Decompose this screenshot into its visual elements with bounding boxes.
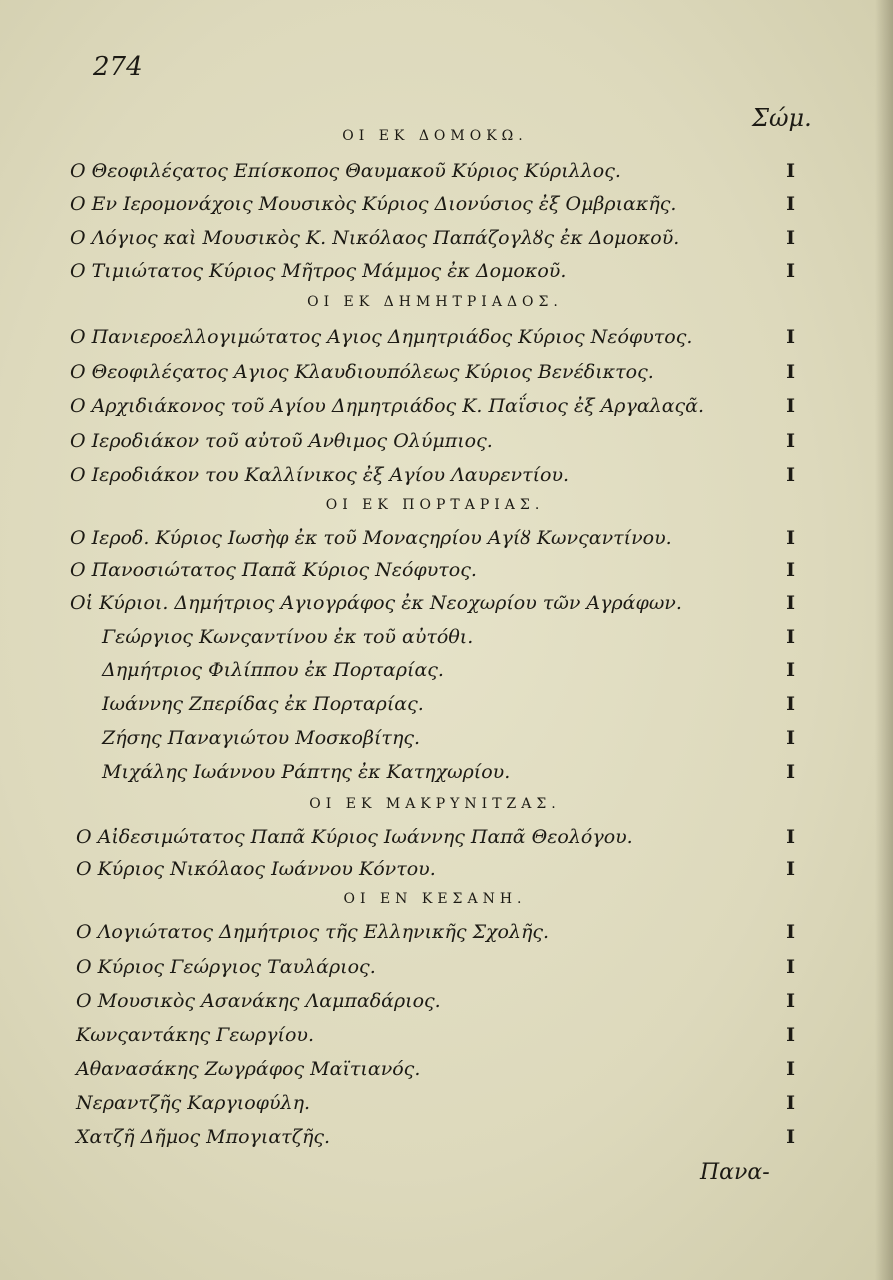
subscriber-name: Χατζῆ Δῆμος Μπογιατζῆς.: [76, 1126, 331, 1148]
copies-count: I: [786, 693, 795, 715]
subscriber-name: Ο Ιεροδ. Κύριος Ιωσὴφ ἐκ τοῦ Μοναςηρίου Αγίȣ Κωνςαντίνου.: [70, 527, 672, 549]
subscriber-row: [70, 160, 795, 190]
subscriber-name: Οἱ Κύριοι. Δημήτριος Αγιογράφος ἐκ Νεοχωρίου τῶν Αγράφων.: [70, 592, 682, 614]
copies-count: I: [786, 761, 795, 783]
subscriber-row: [70, 527, 795, 557]
subscriber-row: [70, 193, 795, 223]
subscriber-row: [70, 592, 795, 622]
subscriber-row: [70, 1024, 795, 1054]
subscriber-name: Ο Εν Ιερομονάχοις Μουσικὸς Κύριος Διονύσιος ἐξ Ομβριακῆς.: [70, 193, 677, 215]
section-heading: ΟΙ ΕΚ ΔΟΜΟΚΩ.: [342, 128, 528, 144]
subscriber-row: [70, 826, 795, 856]
copies-count: I: [786, 326, 795, 348]
section-heading: ΟΙ ΕΝ ΚΕΣΑΝΗ.: [343, 891, 527, 907]
copies-count: I: [786, 395, 795, 417]
copies-count: I: [786, 464, 795, 486]
subscriber-name: Ο Θεοφιλέςατος Επίσκοπος Θαυμακοῦ Κύριος Κύριλλος.: [70, 160, 621, 182]
copies-count: I: [786, 956, 795, 978]
subscriber-row: [70, 1092, 795, 1122]
copies-count: I: [786, 1024, 795, 1046]
subscriber-name: Ο Λογιώτατος Δημήτριος τῆς Ελληνικῆς Σχολῆς.: [76, 921, 550, 943]
subscriber-row: [70, 990, 795, 1020]
subscriber-row: [70, 761, 795, 791]
copies-count: I: [786, 361, 795, 383]
subscriber-row: [70, 464, 795, 494]
subscriber-name: Ο Κύριος Νικόλαος Ιωάννου Κόντου.: [76, 858, 436, 880]
subscriber-row: [70, 260, 795, 290]
copies-count: I: [786, 260, 795, 282]
copies-count: I: [786, 1058, 795, 1080]
subscriber-name: Ο Τιμιώτατος Κύριος Μῆτρος Μάμμος ἐκ Δομοκοῦ.: [70, 260, 567, 282]
copies-count: I: [786, 1126, 795, 1148]
subscriber-row: [70, 693, 795, 723]
subscriber-row: [70, 858, 795, 888]
subscriber-row: [70, 956, 795, 986]
subscriber-name: Ζήσης Παναγιώτου Μοσκοβίτης.: [102, 727, 421, 749]
copies-count: I: [786, 626, 795, 648]
subscriber-row: [70, 559, 795, 589]
subscriber-name: Ο Θεοφιλέςατος Αγιος Κλαυδιουπόλεως Κύριος Βενέδικτος.: [70, 361, 654, 383]
copies-count: I: [786, 990, 795, 1012]
subscriber-row: [70, 659, 795, 689]
subscriber-name: Ο Ιεροδιάκον τοῦ αὐτοῦ Ανθιμος Ολύμπιος.: [70, 430, 493, 452]
copies-count: I: [786, 430, 795, 452]
copies-count: I: [786, 160, 795, 182]
subscriber-name: Ο Μουσικὸς Ασανάκης Λαμπαδάριος.: [76, 990, 441, 1012]
section-heading: ΟΙ ΕΚ ΔΗΜΗΤΡΙΑΔΟΣ.: [307, 294, 563, 310]
subscriber-name: Ιωάννης Ζπερίδας ἐκ Πορταρίας.: [102, 693, 424, 715]
subscriber-name: Ο Αἰδεσιμώτατος Παπᾶ Κύριος Ιωάννης Παπᾶ Θεολόγου.: [76, 826, 633, 848]
copies-count: I: [786, 921, 795, 943]
subscriber-row: [70, 361, 795, 391]
section-heading: ΟΙ ΕΚ ΜΑΚΡΥΝΙΤΖΑΣ.: [309, 796, 561, 812]
subscriber-row: [70, 227, 795, 257]
copies-count: I: [786, 659, 795, 681]
subscriber-row: [70, 1058, 795, 1088]
copies-count: I: [786, 727, 795, 749]
subscriber-name: Ο Πανοσιώτατος Παπᾶ Κύριος Νεόφυτος.: [70, 559, 477, 581]
subscriber-row: [70, 326, 795, 356]
copies-count: I: [786, 193, 795, 215]
copies-count: I: [786, 1092, 795, 1114]
subscriber-name: Κωνςαντάκης Γεωργίου.: [76, 1024, 315, 1046]
copies-count: I: [786, 858, 795, 880]
copies-count: I: [786, 227, 795, 249]
subscriber-name: Ο Πανιεροελλογιμώτατος Αγιος Δημητριάδος Κύριος Νεόφυτος.: [70, 326, 693, 348]
subscriber-name: Ο Κύριος Γεώργιος Ταυλάριος.: [76, 956, 376, 978]
subscriber-name: Ο Ιεροδιάκον του Καλλίνικος ἐξ Αγίου Λαυρεντίου.: [70, 464, 570, 486]
copies-count: I: [786, 826, 795, 848]
subscriber-name: Μιχάλης Ιωάννου Ράπτης ἐκ Κατηχωρίου.: [102, 761, 511, 783]
subscriber-row: [70, 395, 795, 425]
page-number: 274: [93, 52, 143, 82]
subscriber-name: Ο Λόγιος καὶ Μουσικὸς Κ. Νικόλαος Παπάζογλȣς ἐκ Δομοκοῦ.: [70, 227, 680, 249]
section-heading: ΟΙ ΕΚ ΠΟΡΤΑΡΙΑΣ.: [325, 497, 545, 513]
subscriber-row: [70, 727, 795, 757]
subscriber-name: Αθανασάκης Ζωγράφος Μαϊτιανός.: [76, 1058, 421, 1080]
subscriber-name: Νεραντζῆς Καργιοφύλη.: [76, 1092, 311, 1114]
catchword-top: Σώμ.: [752, 104, 812, 132]
copies-count: I: [786, 592, 795, 614]
page-edge-shadow: [875, 0, 893, 1280]
copies-count: I: [786, 527, 795, 549]
subscriber-name: Γεώργιος Κωνςαντίνου ἐκ τοῦ αὐτόθι.: [102, 626, 474, 648]
subscriber-row: [70, 921, 795, 951]
subscriber-row: [70, 626, 795, 656]
subscriber-name: Ο Αρχιδιάκονος τοῦ Αγίου Δημητριάδος Κ. Παΐσιος ἐξ Αργαλαςᾶ.: [70, 395, 705, 417]
subscriber-name: Δημήτριος Φιλίππου ἐκ Πορταρίας.: [102, 659, 444, 681]
subscriber-row: [70, 430, 795, 460]
copies-count: I: [786, 559, 795, 581]
subscriber-row: [70, 1126, 795, 1156]
catchword-bottom: Πανα-: [700, 1160, 770, 1185]
